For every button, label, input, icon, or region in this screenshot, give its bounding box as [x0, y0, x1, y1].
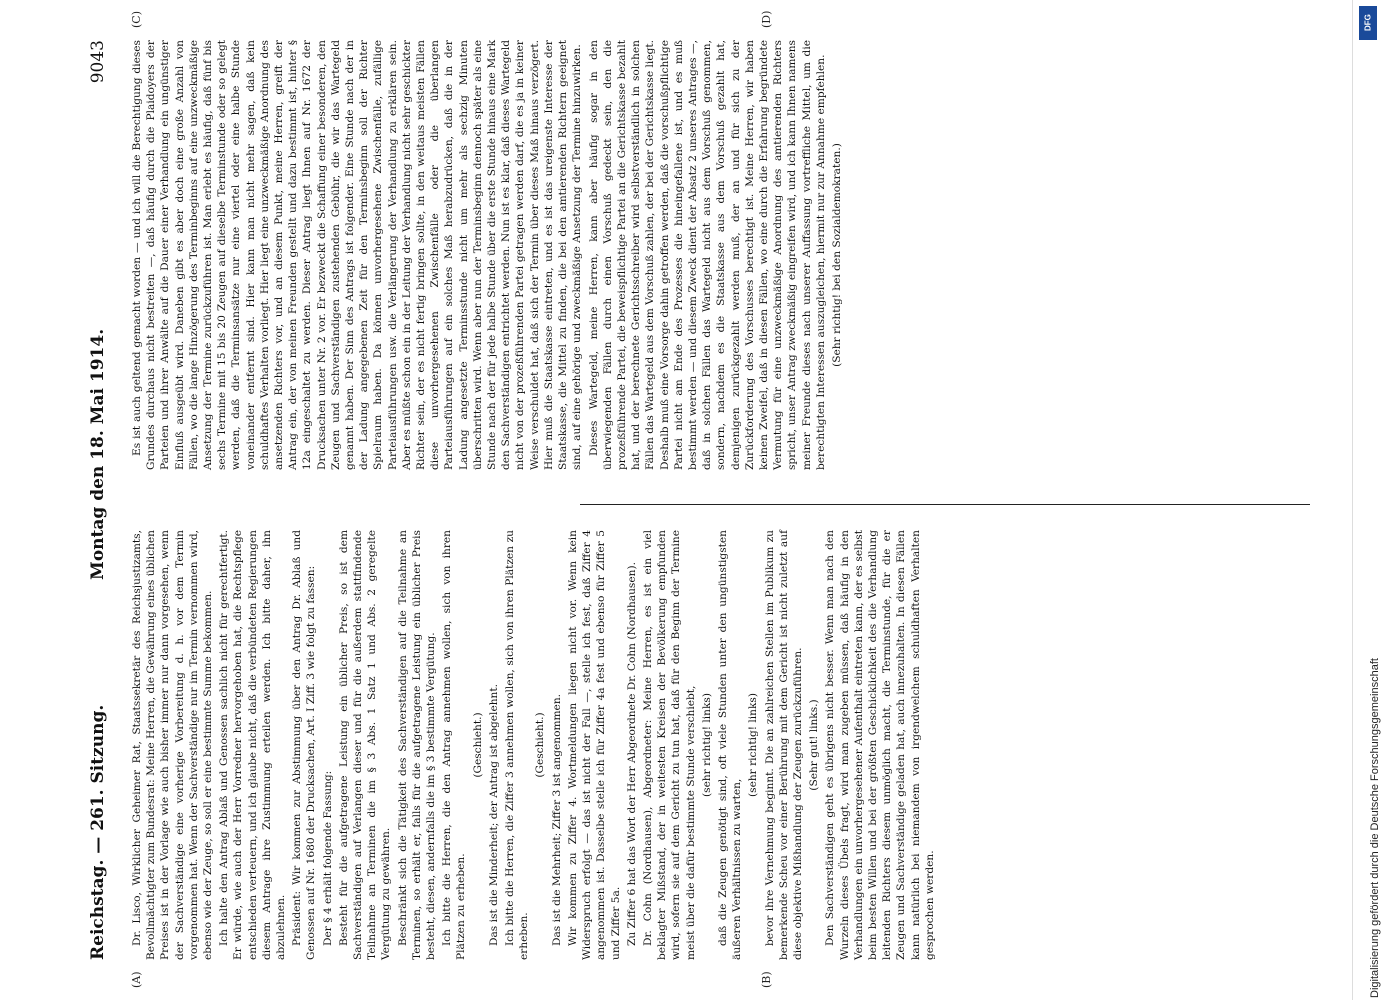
stage-direction: (Geschieht.): [471, 712, 484, 778]
paragraph: Beschränkt sich die Tätigkeit des Sachverständigen auf die Teilnahme an Terminen, so erhält er, falls für die aufgetragene Leistung ein üblicher Preis besteht, diesen, andernfalls die im § 3 bestimmte Vergütung.: [396, 530, 438, 960]
page-number: 9043: [88, 40, 108, 84]
page-header: [88, 40, 118, 960]
margin-marker-a: (A): [130, 971, 143, 988]
margin-marker-b: (B): [760, 971, 773, 988]
paragraph: Zu Ziffer 6 hat das Wort der Herr Abgeordnete Dr. Cohn (Nordhausen).: [625, 562, 638, 946]
paragraph: Das ist die Mehrheit; Ziffer 3 ist angenommen.: [550, 693, 563, 946]
paragraph: Ich halte den Antrag Ablaß und Genossen sachlich nicht für gerechtfertigt. Er würde, wie auch der Herr Vorredner hervorgehoben hat, die Rechtspflege entschieden verteuern, und ich glaube nicht, daß die verbündeten Regierungen diesem Antrage ihre Zustimmung erteilen werden. Ich bitte daher, ihn abzulehnen.: [218, 530, 288, 960]
paragraph: Der § 4 erhält folgende Fassung:: [321, 770, 334, 946]
interjection: (sehr richtig! links): [700, 693, 713, 797]
paragraph: Dr. Lisco, Wirklicher Geheimer Rat, Staatssekretär des Reichsjustizamts, Bevollmächtigter zum Bundesrat: Meine Herren, die Gewährung eines üblichen Preises ist in der Vorlage wie auch bisher immer nur dann vorgesehen, wenn der Sachverständige eine vorherige Vorbereitung d. h. vor dem Termin vorgenommen hat. Wenn der Sachverständige nur im Termin vernommen wird, ebenso wie der Zeuge, so soll er eine bestimmte Summe bekommen.: [131, 530, 215, 960]
interjection: (Sehr gut! links.): [808, 699, 821, 791]
paragraph: Ich bitte die Herren, die den Antrag annehmen wollen, sich von ihren Plätzen zu erheben.: [441, 530, 468, 960]
paragraph: Dieses Wartegeld, meine Herren, kann aber häufig sogar in den überwiegenden Fällen durch einen Vorschuß gedeckt sein, den die prozeßführende Partei, die beweispflichtige Partei an die Gerichtskasse bezahlt hat, und der berechnete Gerichtsschreiber wird selbstverständlich in solchen Fällen das Wartegeld aus dem Vorschuß zahlen, der bei der Gerichtskasse liegt. Deshalb muß eine Vorsorge dahin getroffen werden, daß die vorschußpflichtige Partei nicht am Ende des Prozesses die hineingefallene ist, und es muß bestimmt werden — und diesem Zweck dient der Absatz 2 unseres Antrages —, daß in solchen Fällen das Wartegeld nicht aus dem Vorschuß genommen, sondern, nachdem es die Staatskasse aus dem Vorschuß gezahlt hat, demjenigen zurückgezahlt werden muß, der an und für sich zu der Zurückforderung des Vorschusses berechtigt ist. Meine Herren, wir haben keinen Zweifel, daß in diesen Fällen, wo eine durch die Erfahrung begründete Vermutung für eine unzweckmäßige Anordnung des amtierenden Richters spricht, unser Antrag zweckmäßig eingreifen wird, und ich kann Ihnen namens meiner Freunde dieses nach unserer Auffassung vortreffliche Mittel, um die berechtigten Interessen auszugleichen, hiermit nur zur Annahme empfehlen.: [587, 40, 827, 470]
paragraph: Es ist auch geltend gemacht worden — und ich will die Berechtigung dieses Grundes durchaus nicht bestreiten —, daß häufig durch die Plaidoyers der Parteien und ihrer Anwälte auf die Dauer einer Verhandlung ein ungünstiger Einfluß ausgeübt wird. Daneben gibt es aber doch eine große Anzahl von Fällen, wo die lange Hinzögerung des Terminbeginns auf eine unzweckmäßige Ansetzung der Termine zurückzuführen ist. Man erlebt es häufig, daß fünf bis sechs Termine mit 15 bis 20 Zeugen auf dieselbe Terminstunde oder so gelegt werden, daß die Terminsansätze nur eine viertel oder eine halbe Stunde voneinander entfernt sind. Hier kann man nicht mehr sagen, daß kein schuldhaftes Verhalten vorliegt. Hier liegt eine unzweckmäßige Anordnung des ansetzenden Richters vor, und an diesem Punkt, meine Herren, greift der Antrag ein, der von meinen Freunden gestellt und dazu bestimmt ist, hinter § 12a eingeschaltet zu werden. Dieser Antrag liegt Ihnen auf Nr. 1672 der Drucksachen unter Nr. 2 vor. Er bezweckt die Schaffung einer besonderen, den Zeugen und Sachverständigen zustehenden Gebühr, die wir das Wartegeld genannt haben. Der Sinn des Antrags ist folgender. Eine Stunde nach der in der Ladung angegebenen Zeit für den Terminsbeginn soll der Richter Spielraum haben. Da können unvorhergesehene Zwischenfälle, zufällige Parteiausführungen usw. die Verlängerung der Verhandlung zu erklären sein. Aber es müßte schon ein in der Leitung der Verhandlung nicht sehr geschickter Richter sein, der es nicht fertig bringen sollte, in den weitaus meisten Fällen diese unvorhergesehenen Zwischenfälle oder die überlangen Parteiausführungen auf ein solches Maß herabzudrücken, daß die in der Ladung angesetzte Terminsstunde nicht um mehr als sechzig Minuten überschritten wird. Wenn aber nun der Terminsbeginn dennoch später als eine Stunde nach der für jede halbe Stunde über die erste Stunde hinaus eine Mark den Sachverständigen entrichtet werden. Nun ist es klar, daß dieses Wartegeld nicht von der prozeßführenden Partei getragen werden darf, die es ja in keiner Weise verschuldet hat, daß sich der Termin über dieses Maß hinaus verzögert. Hier muß die Staatskasse eintreten, und es ist das ureigenste Interesse der Staatskasse, die Mittel zu finden, die bei den amtierenden Richtern geeignet sind, auf eine gehörige und zweckmäßige Ansetzung der Termine hinzuwirken.: [131, 39, 584, 470]
paragraph: bevor ihre Vernehmung beginnt. Die an zahlreichen Stellen im Publikum zu bemerkende Scheu vor einer Berührung mit dem Gericht ist nicht zuletzt auf diese objektive Mißhandlung der Zeugen zurückzuführen.: [763, 530, 804, 960]
page-content: [60, 0, 1330, 1000]
interjection: (sehr richtig! links): [747, 693, 760, 797]
paragraph: daß die Zeugen genötigt sind, oft viele Stunden unter den ungünstigsten äußeren Verhältnissen zu warten,: [716, 530, 744, 960]
stage-direction: (Geschieht.): [534, 712, 547, 778]
interjection: (Sehr richtig! bei den Sozialdemokraten.): [830, 143, 843, 367]
dfg-logo-text: DFG: [1363, 14, 1373, 32]
paragraph: Präsident: Wir kommen zur Abstimmung über den Antrag Dr. Ablaß und Genossen auf Nr. 1680 der Drucksachen, Art. I Ziff. 3 wie folgt zu fassen:: [291, 530, 318, 960]
paragraph: Ich bitte die Herren, die Ziffer 3 annehmen wollen, sich von ihren Plätzen zu erheben.: [504, 530, 531, 960]
paragraph: Das ist die Minderheit; der Antrag ist abgelehnt.: [487, 684, 500, 946]
header-left: Reichstag. — 261. Sitzung.: [88, 704, 108, 960]
margin-marker-d: (D): [760, 10, 773, 28]
paragraph: Dr. Cohn (Nordhausen), Abgeordneter: Meine Herren, es ist ein viel beklagter Mißstand, der in weitesten Kreisen der Bevölkerung empfunden wird, sofern sie auf dem Gericht zu tun hat, daß für den Beginn der Termine meist über die dafür bestimmte Stunde verschiebt,: [641, 530, 697, 960]
funding-credit: Digitalisierung gefördert durch die Deutsche Forschungsgemeinschaft: [1369, 658, 1381, 998]
paragraph: Besteht für die aufgetragene Leistung ein üblicher Preis, so ist dem Sachverständigen auf Verlangen dieser und für die außerdem stattfindende Teilnahme an Terminen die im § 3 Abs. 1 Satz 1 und Abs. 2 geregelte Vergütung zu gewähren.: [337, 530, 393, 960]
left-column: [130, 530, 939, 960]
right-column: [130, 40, 846, 470]
paragraph: Den Sachverständigen geht es übrigens nicht besser. Wenn man nach den Wurzeln dieses Übels fragt, wird man zugeben müssen, daß häufig in den Verhandlungen ein unvorhergesehener Aufenthalt eintreten kann, der es selbst beim besten Willen und bei der größten Geschicklichkeit des die Verhandlung leitenden Richters diesem unmöglich macht, die Terminstunde, für die er Zeugen und Sachverständige geladen hat, auch innezuhalten. In diesen Fällen kann natürlich bei niemandem von irgendwelchem schuldhaften Verhalten gesprochen werden.: [824, 530, 936, 960]
column-divider: [580, 504, 1310, 505]
paragraph: Wir kommen zu Ziffer 4. Wortmeldungen liegen nicht vor. Wenn kein Widerspruch erfolgt — das ist nicht der Fall —, stelle ich fest, daß Ziffer 4 angenommen ist. Dasselbe stelle ich für Ziffer 4a fest und ebenso für Ziffer 5 und Ziffer 5a.: [566, 530, 622, 960]
header-date: Montag den 18. Mai 1914.: [88, 328, 108, 580]
margin-marker-c: (C): [130, 11, 143, 28]
digitization-strip: [1352, 0, 1383, 1000]
